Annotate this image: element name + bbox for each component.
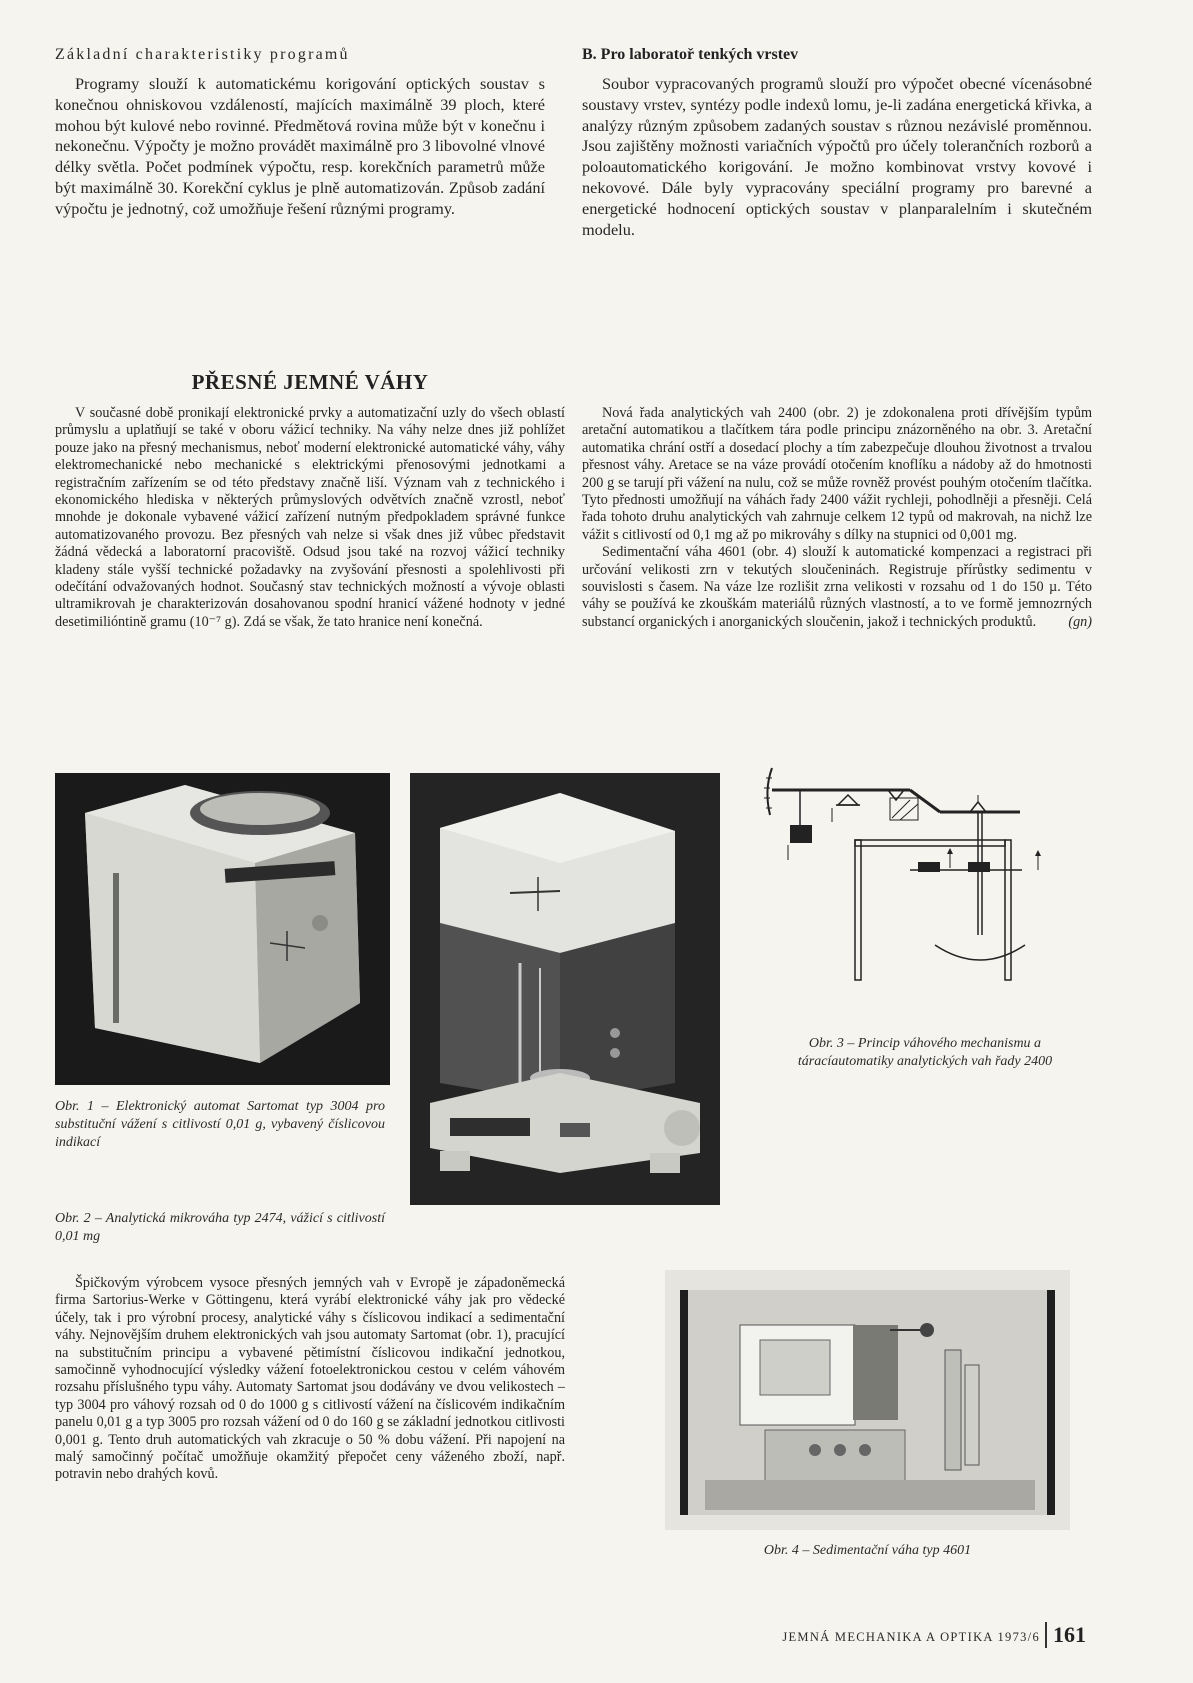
paragraph: Soubor vypracovaných programů slouží pro výpočet obecné vícenásobné soustavy vrstev, syntézy podle indexů lomu, je-li zadána energetická křivka, a analýzy různým způsobem zadaných soustav s různou nezávislé proměnnou. Jsou zajištěny možnosti variačních výpočtů pro účely tolerančních rozborů a poloautomatického korigování. Je možno kombinovat vrstvy kovové i nekovové. Dále byly vypracovány speciální programy pro barevné a energetické hodnocení optických soustav v planparalelním i skutečném modelu. (582, 74, 1092, 239)
section-heading-thin-films: B. Pro laboratoř tenkých vrstev (582, 46, 799, 63)
paragraph-text: Sedimentační váha 4601 (obr. 4) slouží k automatické kompenzaci a registraci při určování velikosti zrn v tekutých sloučeninách. Registruje přírůstky sedimentu v souvislosti s časem. Na váze lze rozlišit zrna velikosti v rozsahu od 1 do 150 µ. Této váhy se používá ke zkouškám materiálů různých vlastností, a to ve formě jemnozrných substancí organických i anorganických sloučenin, jakož i technických produktů. (582, 544, 1092, 630)
paragraph: V současné době pronikají elektronické prvky a automatizační uzly do všech oblastí průmyslu a uplatňují se také v oboru vážicí techniky. Na váhy nelze dnes již pohlížet pouze jako na přesný mechanismus, neboť moderní elektronické automatické váhy, váhy elektromechanické nebo mechanické s elektrickými přenosovými jednotkami a registračním zařízením se od této představy značně liší. Význam vah z technického i ekonomického hlediska v některých průmyslových odvětvích značně vzrostl, neboť mnohde je dokonale vybavené vážicí zařízení nutným předpokladem správné funkce automatizovaného provozu. Bez přesných vah nelze si však dnes již vůbec představit žádná vědecká a laboratorní pracoviště. Odsud jsou také na rozvoj vážicí techniky kladeny stále vyšší technické požadavky na zvyšování přesnosti a spolehlivosti při odečítání odvažovaných hodnot. Současný stav technických možností a vývoje oblasti ultramikrovah je charakterizován dosahovanou spodní hranicí vážené hodnoty v jedné desetimilióntině gramu (10⁻⁷ g). Zdá se však, že tato hranice není konečná. (55, 405, 565, 630)
paragraph: Nová řada analytických vah 2400 (obr. 2) je zdokonalena proti dřívějším typům aretační automatikou a tlačítkem tára podle principu znázorněného na obr. 3. Aretační automatika chrání ostří a dosedací plochy a tím zabezpečuje dlouhou životnost a trvalou přesnost váhy. Aretace se na váze provádí otočením knoflíku a nádoby až do hmotnosti 200 g se tarují při vážení na nulu, což se může rovněž provést pouhým otočením tlačítka. Tyto přednosti umožňují na váhách řady 2400 vážit rychleji, pohodlněji a přesněji. Celá řada tohoto druhu analytických vah zahrnuje celkem 12 typů od makrovah, na nichž lze vážit s citlivostí od 0,1 mg až po mikrováhy s dílky na stupnici od 0,001 mg. (582, 405, 1092, 543)
journal-footer: JEMNÁ MECHANIKA A OPTIKA 1973/6 (782, 1630, 1040, 1644)
figure-3-caption: Obr. 3 – Princip váhového mechanismu a táracíautomatiky analytických vah řady 2400 (797, 1036, 1053, 1069)
thin-films-text (582, 74, 1092, 240)
article-bottom-column (55, 1275, 565, 1484)
article-title: PŘESNÉ JEMNÉ VÁHY (191, 370, 429, 394)
program-characteristics-text (55, 74, 545, 220)
figure-1-photo (55, 773, 390, 1085)
figure-4-photo (665, 1270, 1070, 1530)
figure-3-diagram (760, 760, 1100, 1000)
article-left-column (55, 405, 565, 631)
author-initials: (gn) (1068, 613, 1092, 630)
paragraph: Programy slouží k automatickému korigování optických soustav s konečnou ohniskovou vzdáleností, majících maximálně 39 ploch, které mohou být kulové nebo rovinné. Předmětová rovina může být v konečnu i nekonečnu. Výpočty je možno provádět maximálně pro 3 libovolné vlnové délky světla. Počet podmínek výpočtu, resp. korekčních parametrů může být maximálně 30. Korekční cyklus je plně automatizován. Způsob zadání výpočtu je jednotný, což umožňuje řešení různými programy. (55, 74, 545, 218)
article-right-column (582, 405, 1092, 631)
paragraph: Špičkovým výrobcem vysoce přesných jemných vah v Evropě je západoněmecká firma Sartorius-Werke v Göttingenu, která vyrábí elektronické váhy jak pro vědecké účely, tak i pro výrobní procesy, analytické váhy s číslicovou indikací a sedimentační váhy. Nejnovějším druhem elektronických vah jsou automaty Sartomat (obr. 1), pracující na substitučním principu a vybavené pětimístní číslicovou indikační jednotkou, samočinně vyhodnocující výsledky vážení fotoelektronickou cestou v celém váhovém rozsahu příslušného typu váhy. Automaty Sartomat jsou dodávány ve dvou velikostech – typ 3004 pro váhový rozsah od 0 do 1000 g s citlivostí vážení na číslicovém indikačním panelu 0,01 g a typ 3005 pro rozsah vážení od 0 do 160 g se základní jednotkou citlivosti 0,001 g. Tento druh automatických vah zkracuje o 50 % dobu vážení. Při napojení na malý samočinný počítač umožňuje okamžitý přepočet ceny váženého zboží, např. potravin nebo drahých kovů. (55, 1275, 565, 1483)
page-number: 161 (1053, 1622, 1086, 1647)
paragraph (582, 544, 1092, 631)
figure-2-photo (410, 773, 720, 1205)
section-heading-program-characteristics: Základní charakteristiky programů (55, 46, 350, 63)
footer-divider (1045, 1622, 1047, 1648)
figure-4-caption: Obr. 4 – Sedimentační váha typ 4601 (763, 1543, 972, 1558)
figure-2-caption: Obr. 2 – Analytická mikrováha typ 2474, vážicí s citlivostí 0,01 mg (55, 1211, 385, 1244)
figure-1-caption: Obr. 1 – Elektronický automat Sartomat typ 3004 pro substituční vážení s citlivostí 0,01 g, vybavený číslicovou indikací (55, 1099, 385, 1150)
